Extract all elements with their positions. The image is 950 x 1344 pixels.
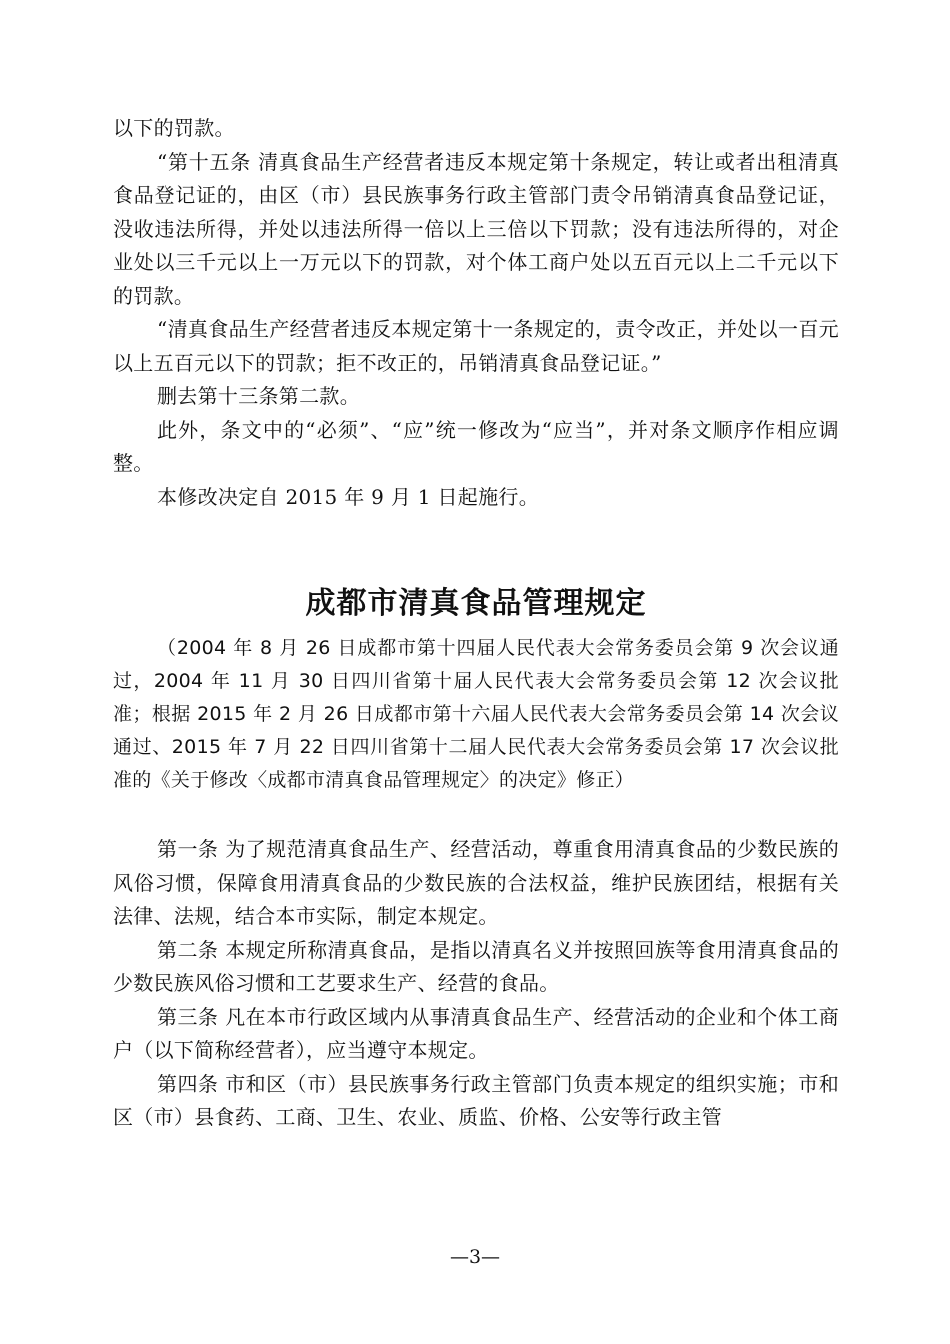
paragraph-effective-date: 本修改决定自 2015 年 9 月 1 日起施行。 xyxy=(157,484,539,509)
paragraph-article-15: “第十五条 清真食品生产经营者违反本规定第十条规定，转让或者出租清真食品登记证的，由区（市）县民族事务行政主管部门责令吊销清真食品登记证，没收违法所得，并处以违法所得一倍以上三倍以下罚款；没有违法所得的，对企业处以三千元以上一万元以下的罚款，对个体工商户处以五百元以上二千元以下的罚款。 xyxy=(113,149,839,308)
paragraph-wording-change: 此外，条文中的“必须”、“应”统一修改为“应当”，并对条文顺序作相应调整。 xyxy=(113,417,839,475)
section-spacer xyxy=(113,797,839,833)
section-spacer xyxy=(113,514,839,584)
article-4: 第四条 市和区（市）县民族事务行政主管部门负责本规定的组织实施；市和区（市）县食药、工商、卫生、农业、质监、价格、公安等行政主管 xyxy=(113,1071,839,1129)
regulation-adoption-note: （2004 年 8 月 26 日成都市第十四届人民代表大会常务委员会第 9 次会议通过，2004 年 11 月 30 日四川省第十届人民代表大会常务委员会第 12 次会议批准；根据 2015 年 2 月 26 日成都市第十六届人民代表大会常务委员会第 14 次会议通过、2015 年 7 月 22 日四川省第十二届人民代表大会常务委员会第 17 次会议批准的《关于修改〈成都市清真食品管理规定〉的决定》修正） xyxy=(113,637,839,791)
page-content xyxy=(113,112,839,1135)
paragraph-delete-clause: 删去第十三条第二款。 xyxy=(157,384,360,408)
article-1: 第一条 为了规范清真食品生产、经营活动，尊重食用清真食品的少数民族的风俗习惯，保障食用清真食品的少数民族的合法权益，维护民族团结，根据有关法律、法规，结合本市实际，制定本规定。 xyxy=(113,837,839,928)
article-2: 第二条 本规定所称清真食品，是指以清真名义并按照回族等食用清真食品的少数民族风俗习惯和工艺要求生产、经营的食品。 xyxy=(113,937,839,995)
regulation-title: 成都市清真食品管理规定 xyxy=(305,586,647,621)
paragraph-penalty-tail: 以下的罚款。 xyxy=(113,116,235,140)
paragraph-article-11-penalty: “清真食品生产经营者违反本规定第十一条规定的，责令改正，并处以一百元以上五百元以下的罚款；拒不改正的，吊销清真食品登记证。” xyxy=(113,317,839,375)
page-number: —3— xyxy=(449,1246,501,1268)
article-3: 第三条 凡在本市行政区域内从事清真食品生产、经营活动的企业和个体工商户（以下简称经营者），应当遵守本规定。 xyxy=(113,1004,839,1062)
